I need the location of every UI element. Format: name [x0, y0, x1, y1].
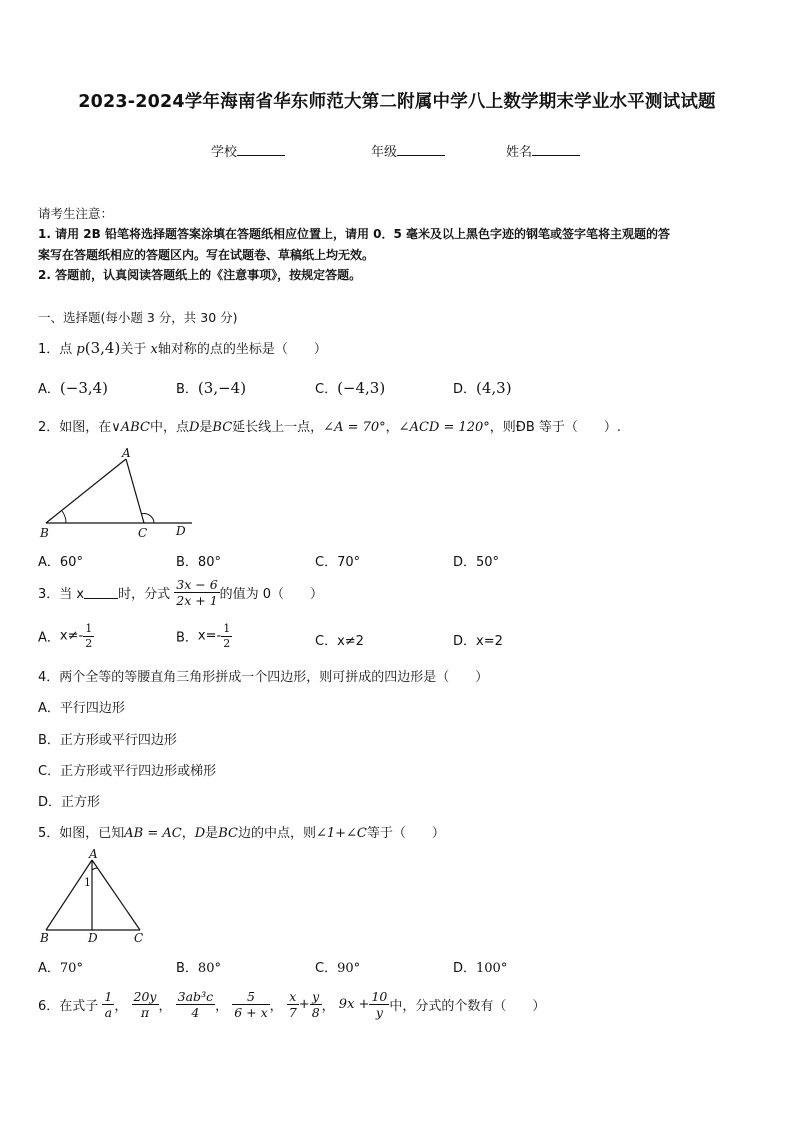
section-heading: 一、选择题(每小题 3 分，共 30 分) [38, 310, 238, 325]
q3-denominator: 2x + 1 [176, 593, 218, 609]
name-blank[interactable] [532, 142, 580, 156]
name-label: 姓名 [506, 145, 533, 160]
fraction-denominator: 2 [85, 636, 93, 650]
option-value: x≠- [59, 628, 84, 644]
q1-option-a[interactable] [38, 378, 108, 397]
fraction-denominator: 7 [288, 1005, 297, 1021]
q2-label-c: C [138, 526, 148, 540]
q6-prefix: 6．在式子 [38, 999, 99, 1015]
q5-option-c[interactable] [315, 957, 360, 976]
q4-option-a[interactable]: A．平行四边形 [38, 701, 125, 716]
q2-text: ， [385, 420, 399, 435]
fraction-numerator: x [287, 990, 299, 1005]
option-value: x=2 [476, 634, 503, 649]
q1-option-b[interactable] [176, 378, 246, 397]
q5-equation: AB = AC [124, 826, 182, 841]
q1-stem: 轴对称的点的坐标是（ ） [157, 342, 327, 357]
option-label: D． [453, 961, 477, 976]
q5-angle-1-arc [92, 868, 98, 870]
fraction-numerator: 20y [133, 989, 157, 1004]
option-label: A． [38, 630, 60, 646]
notice-line-3: 2. 答题前，认真阅读答题纸上的《注意事项》，按规定答题。 [38, 268, 362, 282]
q2-triangle: ∨ABC [111, 420, 150, 435]
option-label: A． [38, 961, 60, 976]
option-label: C． [315, 382, 338, 397]
q6-separator: ， [269, 999, 283, 1015]
q3-fraction [174, 578, 219, 607]
q5-text: ， [181, 826, 195, 841]
q2-text: 延长线上一点， [232, 420, 324, 435]
option-value: 50° [476, 555, 500, 570]
option-label: D． [453, 555, 477, 570]
q5-text: 边的中点，则 [237, 826, 316, 841]
q5-prefix: 5．如图，已知 [38, 826, 125, 841]
q2-point-d: D [188, 420, 200, 435]
q3-option-a[interactable] [38, 623, 94, 649]
question-6 [38, 990, 545, 1019]
q2-angle-b-arc [62, 511, 66, 523]
q6-separator: ， [158, 999, 172, 1015]
q2-option-a[interactable] [38, 551, 83, 570]
q2-triangle-figure [36, 445, 196, 545]
q6-fraction-1 [102, 990, 114, 1019]
q2-side-ab [46, 459, 126, 523]
question-4: 4．两个全等的等腰直角三角形拼成一个四边形，则可拼成的四边形是（ ） [38, 670, 489, 685]
q2-label-a: A [122, 446, 131, 460]
q6-fraction-5a [287, 990, 299, 1019]
q3-stem: 的值为 0（ ） [219, 587, 324, 603]
fraction-numerator: y [310, 990, 322, 1005]
option-value: 100° [476, 961, 508, 976]
q6-fraction-2 [132, 990, 159, 1019]
question-1 [38, 338, 327, 357]
option-label: A． [38, 382, 60, 397]
fraction-numerator: 1 [223, 622, 231, 635]
q2-option-d[interactable] [453, 551, 499, 570]
q5-label-c: C [134, 931, 144, 945]
fraction-denominator: a [104, 1005, 113, 1021]
school-field [211, 141, 285, 160]
q4-option-d[interactable]: D．正方形 [38, 795, 101, 810]
q3-prefix: 3．当 x [38, 587, 85, 603]
option-value: x≠2 [337, 634, 364, 649]
q4-option-c[interactable]: C．正方形或平行四边形或梯形 [38, 764, 217, 779]
q2-label-b: B [40, 526, 49, 540]
option-label: B． [176, 630, 198, 646]
option-value: 80° [197, 555, 221, 570]
option-value: (4,3) [476, 379, 512, 397]
grade-label: 年级 [371, 145, 398, 160]
option-label: B． [176, 555, 198, 570]
fraction-numerator: 3ab³c [177, 989, 214, 1004]
q5-option-d[interactable] [453, 957, 507, 976]
q6-expression-prefix: 9x + [338, 997, 370, 1013]
question-5 [38, 822, 445, 841]
q1-option-d[interactable] [453, 378, 512, 397]
fraction-denominator: 4 [191, 1005, 200, 1021]
q6-fraction-4 [232, 990, 269, 1019]
q5-side-ac [92, 860, 140, 930]
q6-separator: ， [215, 999, 229, 1015]
school-label: 学校 [211, 145, 238, 160]
q6-fraction-6 [369, 990, 389, 1019]
q5-point-d: D [194, 826, 206, 841]
fraction-denominator: 6 + x [234, 1005, 268, 1021]
option-value: 60° [59, 555, 83, 570]
q5-option-a[interactable] [38, 957, 83, 976]
fraction-numerator: 5 [232, 990, 269, 1005]
option-value: (−4,3) [337, 379, 386, 397]
q6-fraction-5b [310, 990, 322, 1019]
q5-option-b[interactable] [176, 957, 221, 976]
q5-triangle-figure [36, 846, 156, 946]
q3-numerator: 3x − 6 [176, 577, 218, 592]
fraction-denominator: π [140, 1005, 150, 1021]
q3-option-b[interactable] [176, 623, 232, 649]
option-label: A． [38, 555, 60, 570]
q1-point-name: p [76, 342, 85, 357]
option-label: D． [453, 634, 477, 649]
option-fraction [83, 623, 94, 649]
q2-stem: ，则ÐB 等于（ ）. [489, 420, 622, 435]
q6-separator: ， [321, 999, 335, 1015]
option-label: C． [315, 961, 338, 976]
q1-option-c[interactable] [315, 378, 385, 397]
name-field [506, 141, 580, 160]
fraction-denominator: y [375, 1005, 383, 1021]
q2-angle-acd: ∠ACD = 120° [398, 420, 490, 435]
q1-prefix: 1．点 [38, 342, 73, 357]
q5-side-ab [46, 860, 92, 930]
fraction-denominator: 8 [311, 1005, 320, 1021]
q2-option-c[interactable] [315, 551, 360, 570]
grade-field [371, 141, 445, 160]
option-value: 90° [337, 961, 361, 976]
q2-angle-a: ∠A = 70° [323, 420, 386, 435]
option-label: C． [315, 555, 338, 570]
q2-prefix: 2．如图，在 [38, 420, 112, 435]
option-fraction [221, 623, 232, 649]
option-value: 70° [337, 555, 361, 570]
q5-label-d: D [88, 931, 98, 945]
q3-blank[interactable] [84, 586, 118, 599]
option-label: B． [176, 382, 198, 397]
option-value: x=- [197, 628, 222, 644]
q1-axis: x [150, 342, 158, 357]
question-3 [38, 578, 323, 607]
q5-label-1: 1 [84, 876, 91, 889]
q2-segment: BC [212, 420, 233, 435]
notice-line-1: 1. 请用 2B 铅笔将选择题答案涂填在答题纸相应位置上，请用 0．5 毫米及以上黑色字迹的钢笔或签字笔将主观题的答 [38, 227, 670, 241]
option-value: 80° [197, 961, 221, 976]
question-2 [38, 416, 621, 435]
q5-label-b: B [40, 931, 49, 945]
q3-text: 时，分式 [118, 587, 171, 603]
q3-option-d[interactable] [453, 630, 503, 649]
q2-text: 中，点 [149, 420, 189, 435]
q2-text: 是 [199, 420, 213, 435]
q6-plus: + [298, 997, 310, 1013]
fraction-numerator: 10 [371, 989, 388, 1004]
option-value: 70° [59, 961, 83, 976]
q6-fraction-3 [176, 990, 215, 1019]
q4-option-b[interactable]: B．正方形或平行四边形 [38, 733, 177, 748]
q1-mid: 关于 [120, 342, 147, 357]
option-label: C． [315, 634, 338, 649]
option-label: B． [176, 961, 198, 976]
notice-heading: 请考生注意： [38, 206, 114, 221]
q6-stem: 中，分式的个数有（ ） [389, 999, 546, 1015]
option-value: (3,−4) [197, 379, 247, 397]
option-label: D． [453, 382, 477, 397]
page-title: 2023-2024学年海南省华东师范大第二附属中学八上数学期末学业水平测试试题 [78, 92, 716, 112]
q5-segment: BC [218, 826, 238, 841]
fraction-numerator: 1 [85, 622, 93, 635]
q5-text: 是 [205, 826, 219, 841]
q6-separator: ， [114, 999, 128, 1015]
q2-option-b[interactable] [176, 551, 221, 570]
notice-line-2: 案写在答题纸相应的答题区内。写在试题卷、草稿纸上均无效。 [38, 248, 375, 262]
q3-option-c[interactable] [315, 630, 364, 649]
option-value: (−3,4) [59, 379, 109, 397]
q1-point: (3,4) [84, 339, 121, 357]
fraction-denominator: 2 [223, 636, 231, 650]
school-blank[interactable] [237, 142, 285, 156]
fraction-numerator: 1 [104, 989, 113, 1004]
q5-expression: ∠1+∠C [315, 826, 367, 841]
q2-label-d: D [176, 524, 186, 538]
grade-blank[interactable] [397, 142, 445, 156]
q5-stem: 等于（ ） [366, 826, 445, 841]
q5-label-a: A [89, 847, 98, 861]
